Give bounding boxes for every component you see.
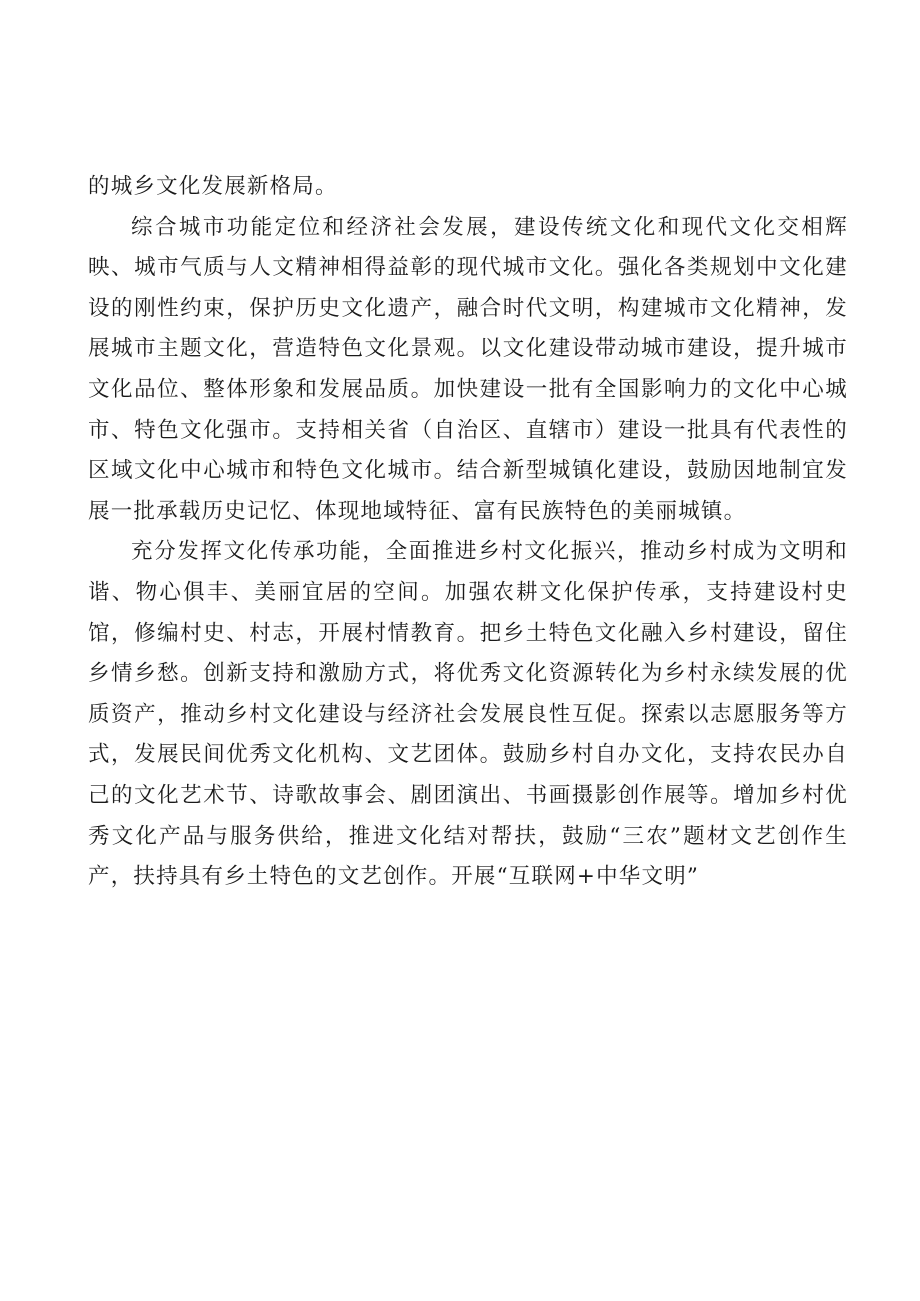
paragraph-urban-culture: 综合城市功能定位和经济社会发展，建设传统文化和现代文化交相辉映、城市气质与人文精神相得益彰的现代城市文化。强化各类规划中文化建设的刚性约束，保护历史文化遗产，融合时代文明，构建城市文化精神，发展城市主题文化，营造特色文化景观。以文化建设带动城市建设，提升城市文化品位、整体形象和发展品质。加快建设一批有全国影响力的文化中心城市、特色文化强市。支持相关省（自治区、直辖市）建设一批具有代表性的区域文化中心城市和特色文化城市。结合新型城镇化建设，鼓励因地制宜发展一批承载历史记忆、体现地域特征、富有民族特色的美丽城镇。 [88,214,848,524]
document-body [88,167,848,898]
paragraph-continuation: 的城乡文化发展新格局。 [88,174,338,199]
paragraph-rural-culture: 充分发挥文化传承功能，全面推进乡村文化振兴，推动乡村成为文明和谐、物心俱丰、美丽宜居的空间。加强农耕文化保护传承，支持建设村史馆，修编村史、村志，开展村情教育。把乡土特色文化融入乡村建设，留住乡情乡愁。创新支持和激励方式，将优秀文化资源转化为乡村永续发展的优质资产，推动乡村文化建设与经济社会发展良性互促。探索以志愿服务等方式，发展民间优秀文化机构、文艺团体。鼓励乡村自办文化，支持农民办自己的文化艺术节、诗歌故事会、剧团演出、书画摄影创作展等。增加乡村优秀文化产品与服务供给，推进文化结对帮扶，鼓励“三农”题材文艺创作生产，扶持具有乡土特色的文艺创作。开展“互联网+中华文明” [88,539,848,890]
